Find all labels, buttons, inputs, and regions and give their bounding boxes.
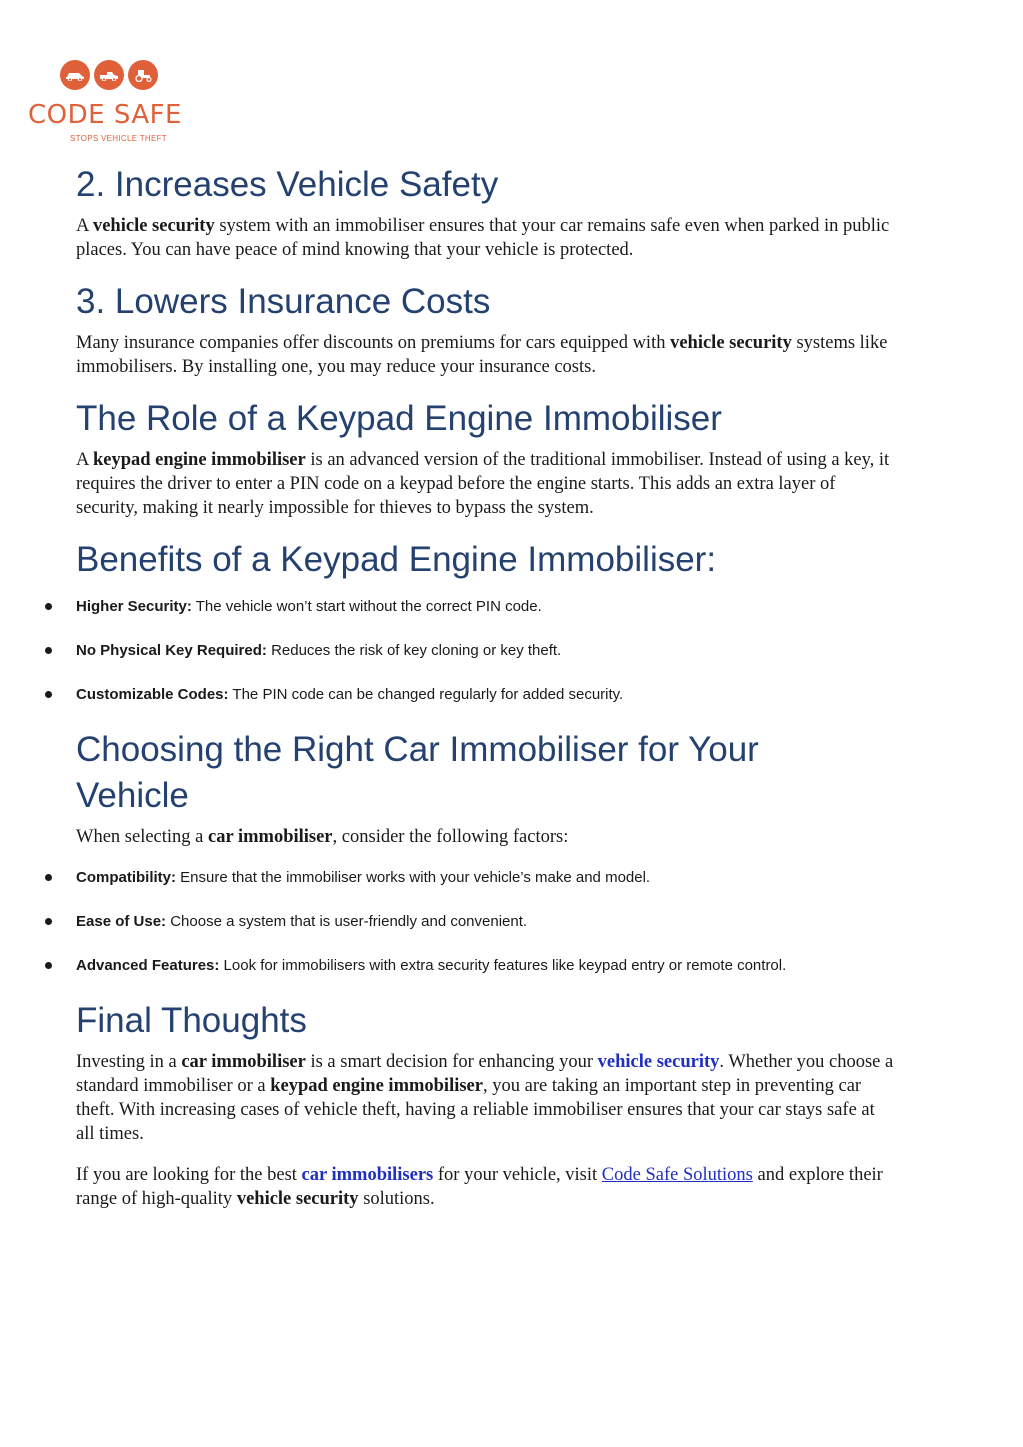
text-run: Investing in a [76,1052,182,1072]
list-item-text: Ensure that the immobiliser works with your vehicle’s make and model. [176,869,651,886]
list-item-text: Choose a system that is user-friendly and convenient. [166,913,528,930]
pickup-truck-icon [94,60,124,90]
list-item-label: Customizable Codes: [76,686,229,703]
list-item [0,639,856,662]
tractor-icon [128,60,158,90]
bold-term: vehicle security [670,333,792,353]
list-item-label: No Physical Key Required: [76,642,267,659]
bold-term: car immobiliser [181,1052,306,1072]
list-item [0,954,856,977]
text-run: solutions. [358,1189,435,1209]
list-item-text: The vehicle won’t start without the correct PIN code. [191,598,542,615]
paragraph-insurance-costs [76,331,896,379]
article [76,162,896,1228]
list-item-text: The PIN code can be changed regularly for added security. [228,686,624,703]
paragraph-final-1 [76,1050,896,1146]
heading-keypad-role: The Role of a Keypad Engine Immobiliser [76,399,722,438]
list-item [0,910,856,933]
bold-term: vehicle security [236,1189,359,1209]
text-run: , you are taking an important step in preventing car theft. With increasing cases of vehicle theft, having a reliable immobiliser ensures that your car stays safe at all times. [76,1076,875,1144]
logo-icons [60,60,158,90]
text-run: A [76,450,93,470]
list-item-text: Look for immobilisers with extra security features like keypad entry or remote control. [219,957,787,974]
car-immobilisers-link[interactable]: car immobilisers [301,1165,434,1185]
list-item [0,866,856,889]
text-run: When selecting a [76,827,209,847]
text-run: A [76,216,93,236]
list-item-label: Compatibility: [76,869,176,886]
text-run: and explore their range of high-quality [76,1165,883,1209]
list-item-label: Higher Security: [76,598,192,615]
list-item-label: Advanced Features: [76,957,220,974]
logo-tagline: STOPS VEHICLE THEFT [70,134,167,143]
list-item [0,683,856,706]
heading-vehicle-safety: 2. Increases Vehicle Safety [76,165,499,204]
heading-insurance-costs: 3. Lowers Insurance Costs [76,282,491,321]
heading-final-thoughts: Final Thoughts [76,1001,307,1040]
text-run: is a smart decision for enhancing your [305,1052,598,1072]
logo-wordmark: CODE SAFE [28,100,182,130]
bold-term: keypad engine immobiliser [270,1076,483,1096]
text-run: , consider the following factors: [332,827,569,847]
car-icon [60,60,90,90]
heading-choosing: Choosing the Right Car Immobiliser for Your Vehicle [76,730,759,815]
text-run: is an advanced version of the traditional immobiliser. Instead of using a key, it requires the driver to enter a PIN code on a keypad before the engine starts. This adds an extra layer of security, making it nearly impossible for thieves to bypass the system. [76,450,890,518]
heading-benefits: Benefits of a Keypad Engine Immobiliser: [76,540,717,579]
factors-list [0,866,896,977]
text-run: for your vehicle, visit [433,1165,602,1185]
paragraph-final-2 [76,1163,896,1211]
code-safe-solutions-link[interactable]: Code Safe Solutions [601,1165,753,1185]
paragraph-keypad-role [76,448,896,520]
paragraph-choosing [76,825,896,849]
bold-term: car immobiliser [208,827,333,847]
list-item-label: Ease of Use: [76,913,167,930]
text-run: systems like immobilisers. By installing one, you may reduce your insurance costs. [76,333,888,377]
bold-term: vehicle security [92,216,215,236]
bold-term: keypad engine immobiliser [92,450,306,470]
code-safe-logo [28,58,198,148]
text-run: system with an immobiliser ensures that your car remains safe even when parked in public places. You can have peace of mind knowing that your vehicle is protected. [76,216,890,260]
list-item-text: Reduces the risk of key cloning or key theft. [266,642,562,659]
text-run: Many insurance companies offer discounts on premiums for cars equipped with [76,333,671,353]
benefits-list [0,595,896,706]
text-run: If you are looking for the best [76,1165,302,1185]
paragraph-vehicle-safety [76,214,896,262]
text-run: . Whether you choose a standard immobiliser or a [76,1052,894,1096]
vehicle-security-link[interactable]: vehicle security [597,1052,720,1072]
list-item [0,595,856,618]
